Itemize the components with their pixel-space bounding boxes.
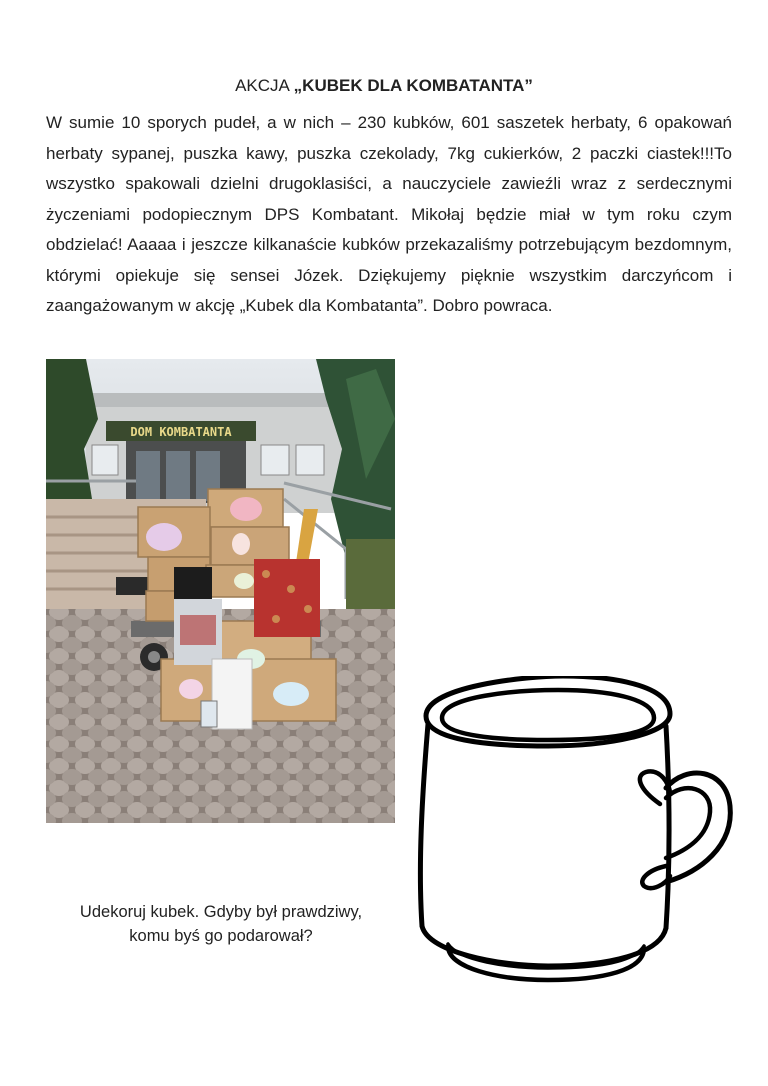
title-bold: „KUBEK DLA KOMBATANTA”	[293, 76, 533, 95]
coloring-caption	[46, 900, 396, 948]
building-sign: DOM KOMBATANTA	[130, 425, 232, 439]
mug-coloring-outline	[408, 676, 738, 996]
article-paragraph: W sumie 10 sporych pudeł, a w nich – 230 kubków, 601 saszetek herbaty, 6 opakowań herbaty sypanej, puszka kawy, puszka czekolady, 7kg cukierków, 2 paczki ciastek!!!To wszystko spakowali dzielni drugoklasiści, a nauczyciele zawieźli wraz z serdecznymi życzeniami podopiecznym DPS Kombatant. Mikołaj będzie miał w tym roku czym obdzielać! Aaaaa i jeszcze kilkanaście kubków przekazaliśmy potrzebującym bezdomnym, którymi opiekuje się sensei Józek. Dziękujemy pięknie wszystkim darczyńcom i zaangażowanym w akcję „Kubek dla Kombatanta”. Dobro powraca.	[46, 113, 732, 315]
caption-line-1: Udekoruj kubek. Gdyby był prawdziwy,	[79, 903, 363, 921]
page-title	[0, 76, 768, 96]
donation-photo	[46, 359, 395, 823]
caption-line-2: komu byś go podarował?	[129, 927, 313, 945]
title-prefix: AKCJA	[235, 76, 294, 95]
